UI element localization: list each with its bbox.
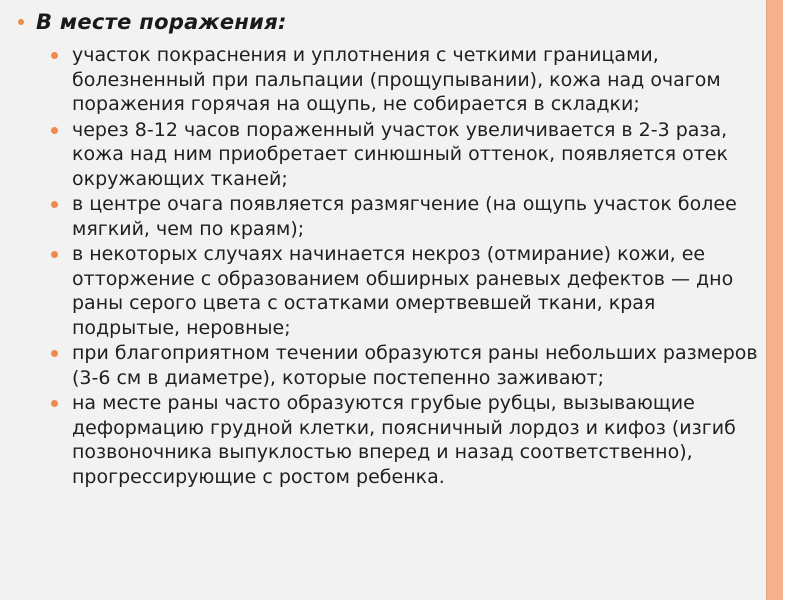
list-item-text: в некоторых случаях начинается некроз (отмирание) кожи, ее отторжение с образованием обширных раневых дефектов — дно раны серого цвета с остатками омертвевшей ткани, края подрытые, неровные; [72, 243, 734, 339]
list-item-text: в центре очага появляется размягчение (на ощупь участок более мягкий, чем по краям); [72, 193, 737, 240]
list-item-text: участок покраснения и уплотнения с четкими границами, болезненный при пальпации (прощупывании), кожа над очагом поражения горячая на ощупь, не собирается в складки; [72, 44, 721, 115]
bullet-dot-icon [51, 400, 58, 407]
list-item [45, 242, 760, 340]
slide-heading: В месте поражения: [36, 10, 287, 34]
bullet-dot-icon [51, 52, 58, 59]
list-item [45, 192, 760, 241]
list-item-text: через 8-12 часов пораженный участок увеличивается в 2-3 раза, кожа над ним приобретает синюшный оттенок, появляется отек окружающих тканей; [72, 118, 728, 190]
list-item-text: при благоприятном течении образуются раны небольших размеров (3-6 см в диаметре), которые постепенно заживают; [72, 342, 758, 389]
bullet-dot-icon [51, 127, 58, 134]
bullet-dot-icon [51, 201, 58, 208]
bullet-dot-icon [51, 350, 58, 357]
list-item [45, 391, 760, 489]
list-item [45, 118, 760, 192]
list-item [45, 43, 760, 117]
list-item [45, 341, 760, 390]
accent-side-bar [767, 0, 783, 600]
bullet-dot-icon [51, 251, 58, 258]
bullet-list [45, 43, 760, 490]
list-item-text: на месте раны часто образуются грубые рубцы, вызывающие деформацию грудной клетки, поясничный лордоз и кифоз (изгиб позвоночника выпуклостью вперед и назад соответственно), прогрессирующие с ростом ребенка. [72, 392, 736, 488]
bullet-dot-icon [18, 19, 24, 25]
heading-row [18, 10, 287, 34]
